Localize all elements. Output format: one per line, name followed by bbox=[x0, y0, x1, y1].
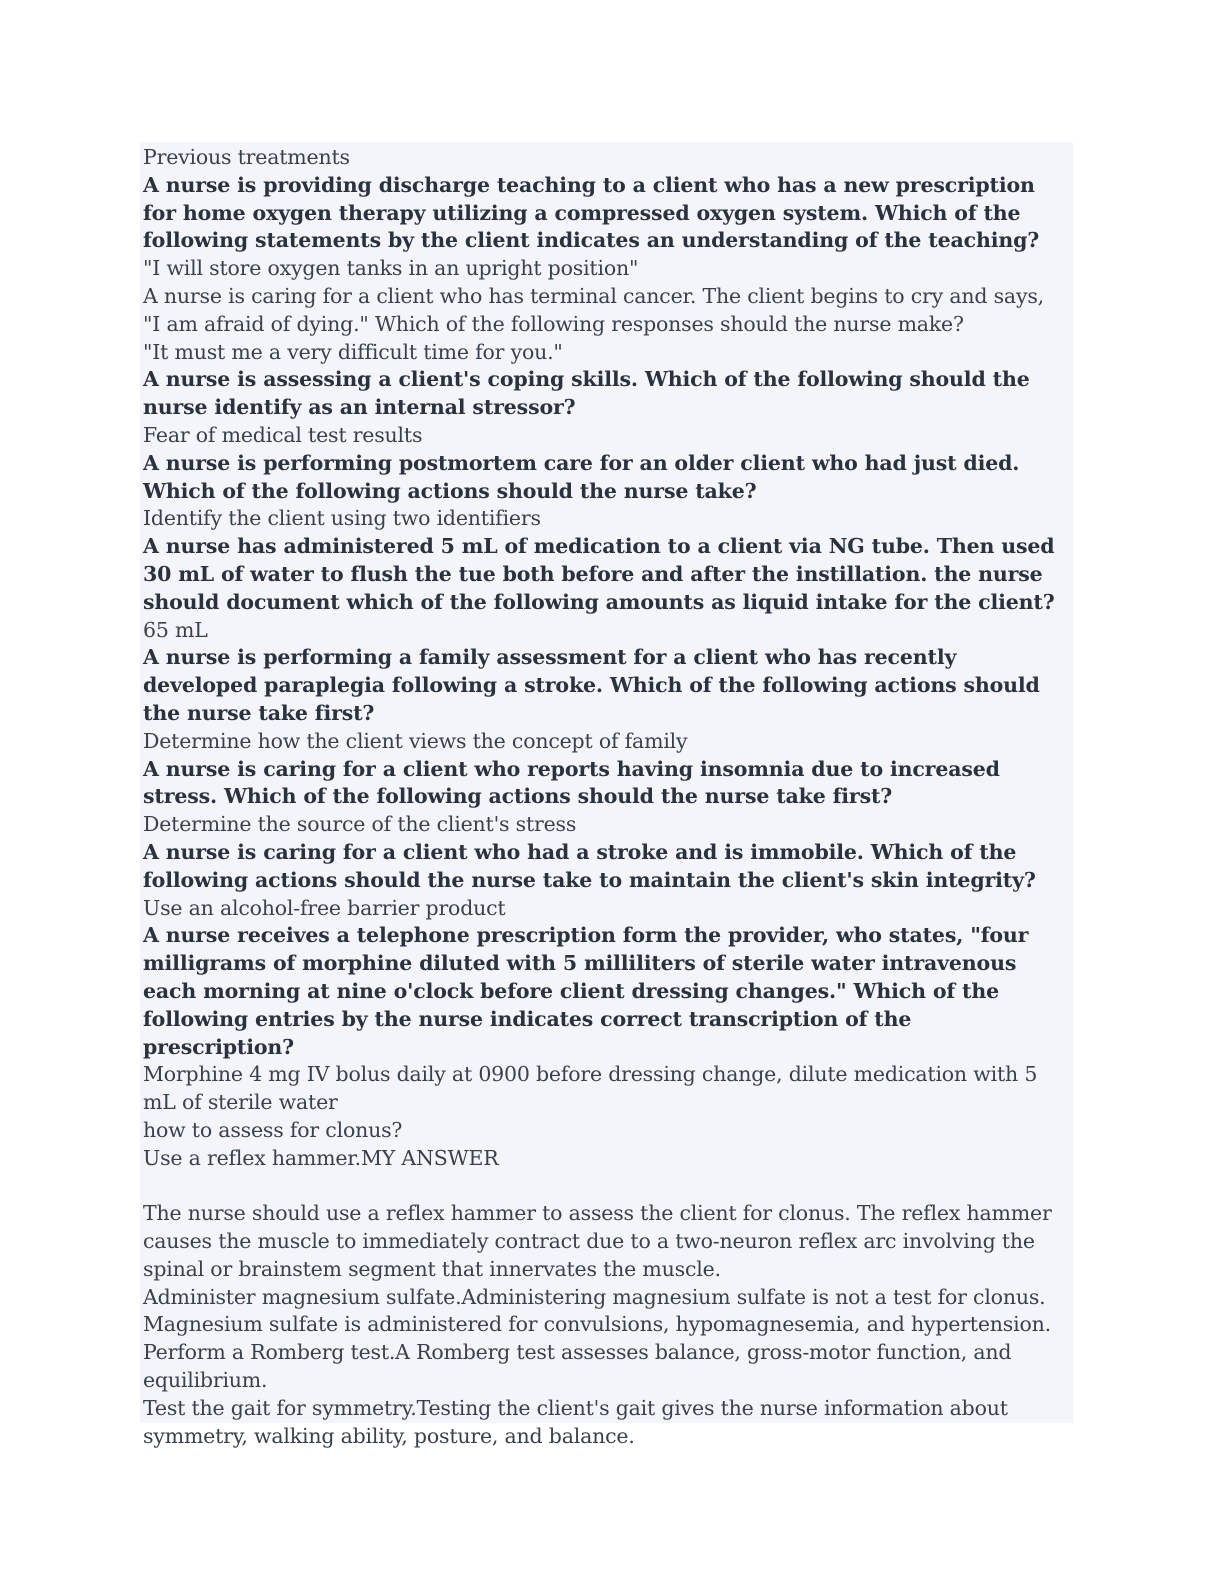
explanation-text: Administer magnesium sulfate.Administering magnesium sulfate is not a test for clonus. Magnesium sulfate is administered for convulsions, hypomagnesemia, and hypertension. bbox=[143, 1284, 1051, 1337]
document-content bbox=[140, 142, 1073, 1448]
question-text: A nurse is providing discharge teaching to a client who has a new prescription for home oxygen therapy utilizing a compressed oxygen system. Which of the following statements by the client indicates an understanding of the teaching? bbox=[143, 172, 1040, 253]
question-text: A nurse is assessing a client's coping skills. Which of the following should the nurse identify as an internal stressor? bbox=[143, 367, 1030, 420]
question-text: A nurse is caring for a client who had a stroke and is immobile. Which of the following actions should the nurse take to maintain the client's skin integrity? bbox=[143, 839, 1036, 892]
question-text: A nurse is performing postmortem care for an older client who had just died. Which of the following actions should the nurse take? bbox=[143, 450, 1020, 503]
explanation-text: The nurse should use a reflex hammer to assess the client for clonus. The reflex hammer causes the muscle to immediately contract due to a two-neuron reflex arc involving the spinal or brainstem segment that innervates the muscle. bbox=[143, 1201, 1052, 1281]
answer-text: Morphine 4 mg IV bolus daily at 0900 before dressing change, dilute medication with 5 mL of sterile water bbox=[143, 1062, 1038, 1115]
explanation-text: Perform a Romberg test.A Romberg test assesses balance, gross-motor function, and equilibrium. bbox=[143, 1340, 1012, 1393]
answer-text: Fear of medical test results bbox=[143, 422, 423, 447]
question-text: A nurse has administered 5 mL of medication to a client via NG tube. Then used 30 mL of water to flush the tue both before and after the instillation. the nurse should document which of the following amounts as liquid intake for the client? bbox=[143, 534, 1055, 614]
answer-text: Identify the client using two identifiers bbox=[143, 506, 541, 531]
answer-text: Determine how the client views the concept of family bbox=[143, 728, 688, 753]
answer-text: Determine the source of the client's stress bbox=[143, 812, 577, 837]
answer-text: 65 mL bbox=[143, 617, 208, 642]
blank-line bbox=[143, 1172, 1067, 1200]
question-text: A nurse is caring for a client who reports having insomnia due to increased stress. Which of the following actions should the nurse take first? bbox=[143, 756, 1000, 809]
answer-text: "It must me a very difficult time for you." bbox=[143, 339, 563, 364]
question-text: A nurse is performing a family assessment for a client who has recently developed paraplegia following a stroke. Which of the following actions should the nurse take first? bbox=[143, 645, 1040, 725]
answer-text: Previous treatments bbox=[143, 145, 350, 169]
answer-text: A nurse is caring for a client who has terminal cancer. The client begins to cry and says, "I am afraid of dying." Which of the following responses should the nurse make? bbox=[143, 283, 1044, 336]
question-text: A nurse receives a telephone prescription form the provider, who states, "four milligrams of morphine diluted with 5 milliliters of sterile water intravenous each morning at nine o'clock before client dressing changes." Which of the following entries by the nurse indicates correct transcription of the prescription? bbox=[143, 923, 1029, 1059]
explanation-text: Test the gait for symmetry.Testing the client's gait gives the nurse information about symmetry, walking ability, posture, and balance. bbox=[143, 1395, 1008, 1448]
answer-text: how to assess for clonus? bbox=[143, 1117, 403, 1142]
answer-text: Use a reflex hammer.MY ANSWER bbox=[143, 1145, 499, 1170]
answer-text: "I will store oxygen tanks in an upright position" bbox=[143, 256, 639, 281]
answer-text: Use an alcohol-free barrier product bbox=[143, 895, 506, 920]
